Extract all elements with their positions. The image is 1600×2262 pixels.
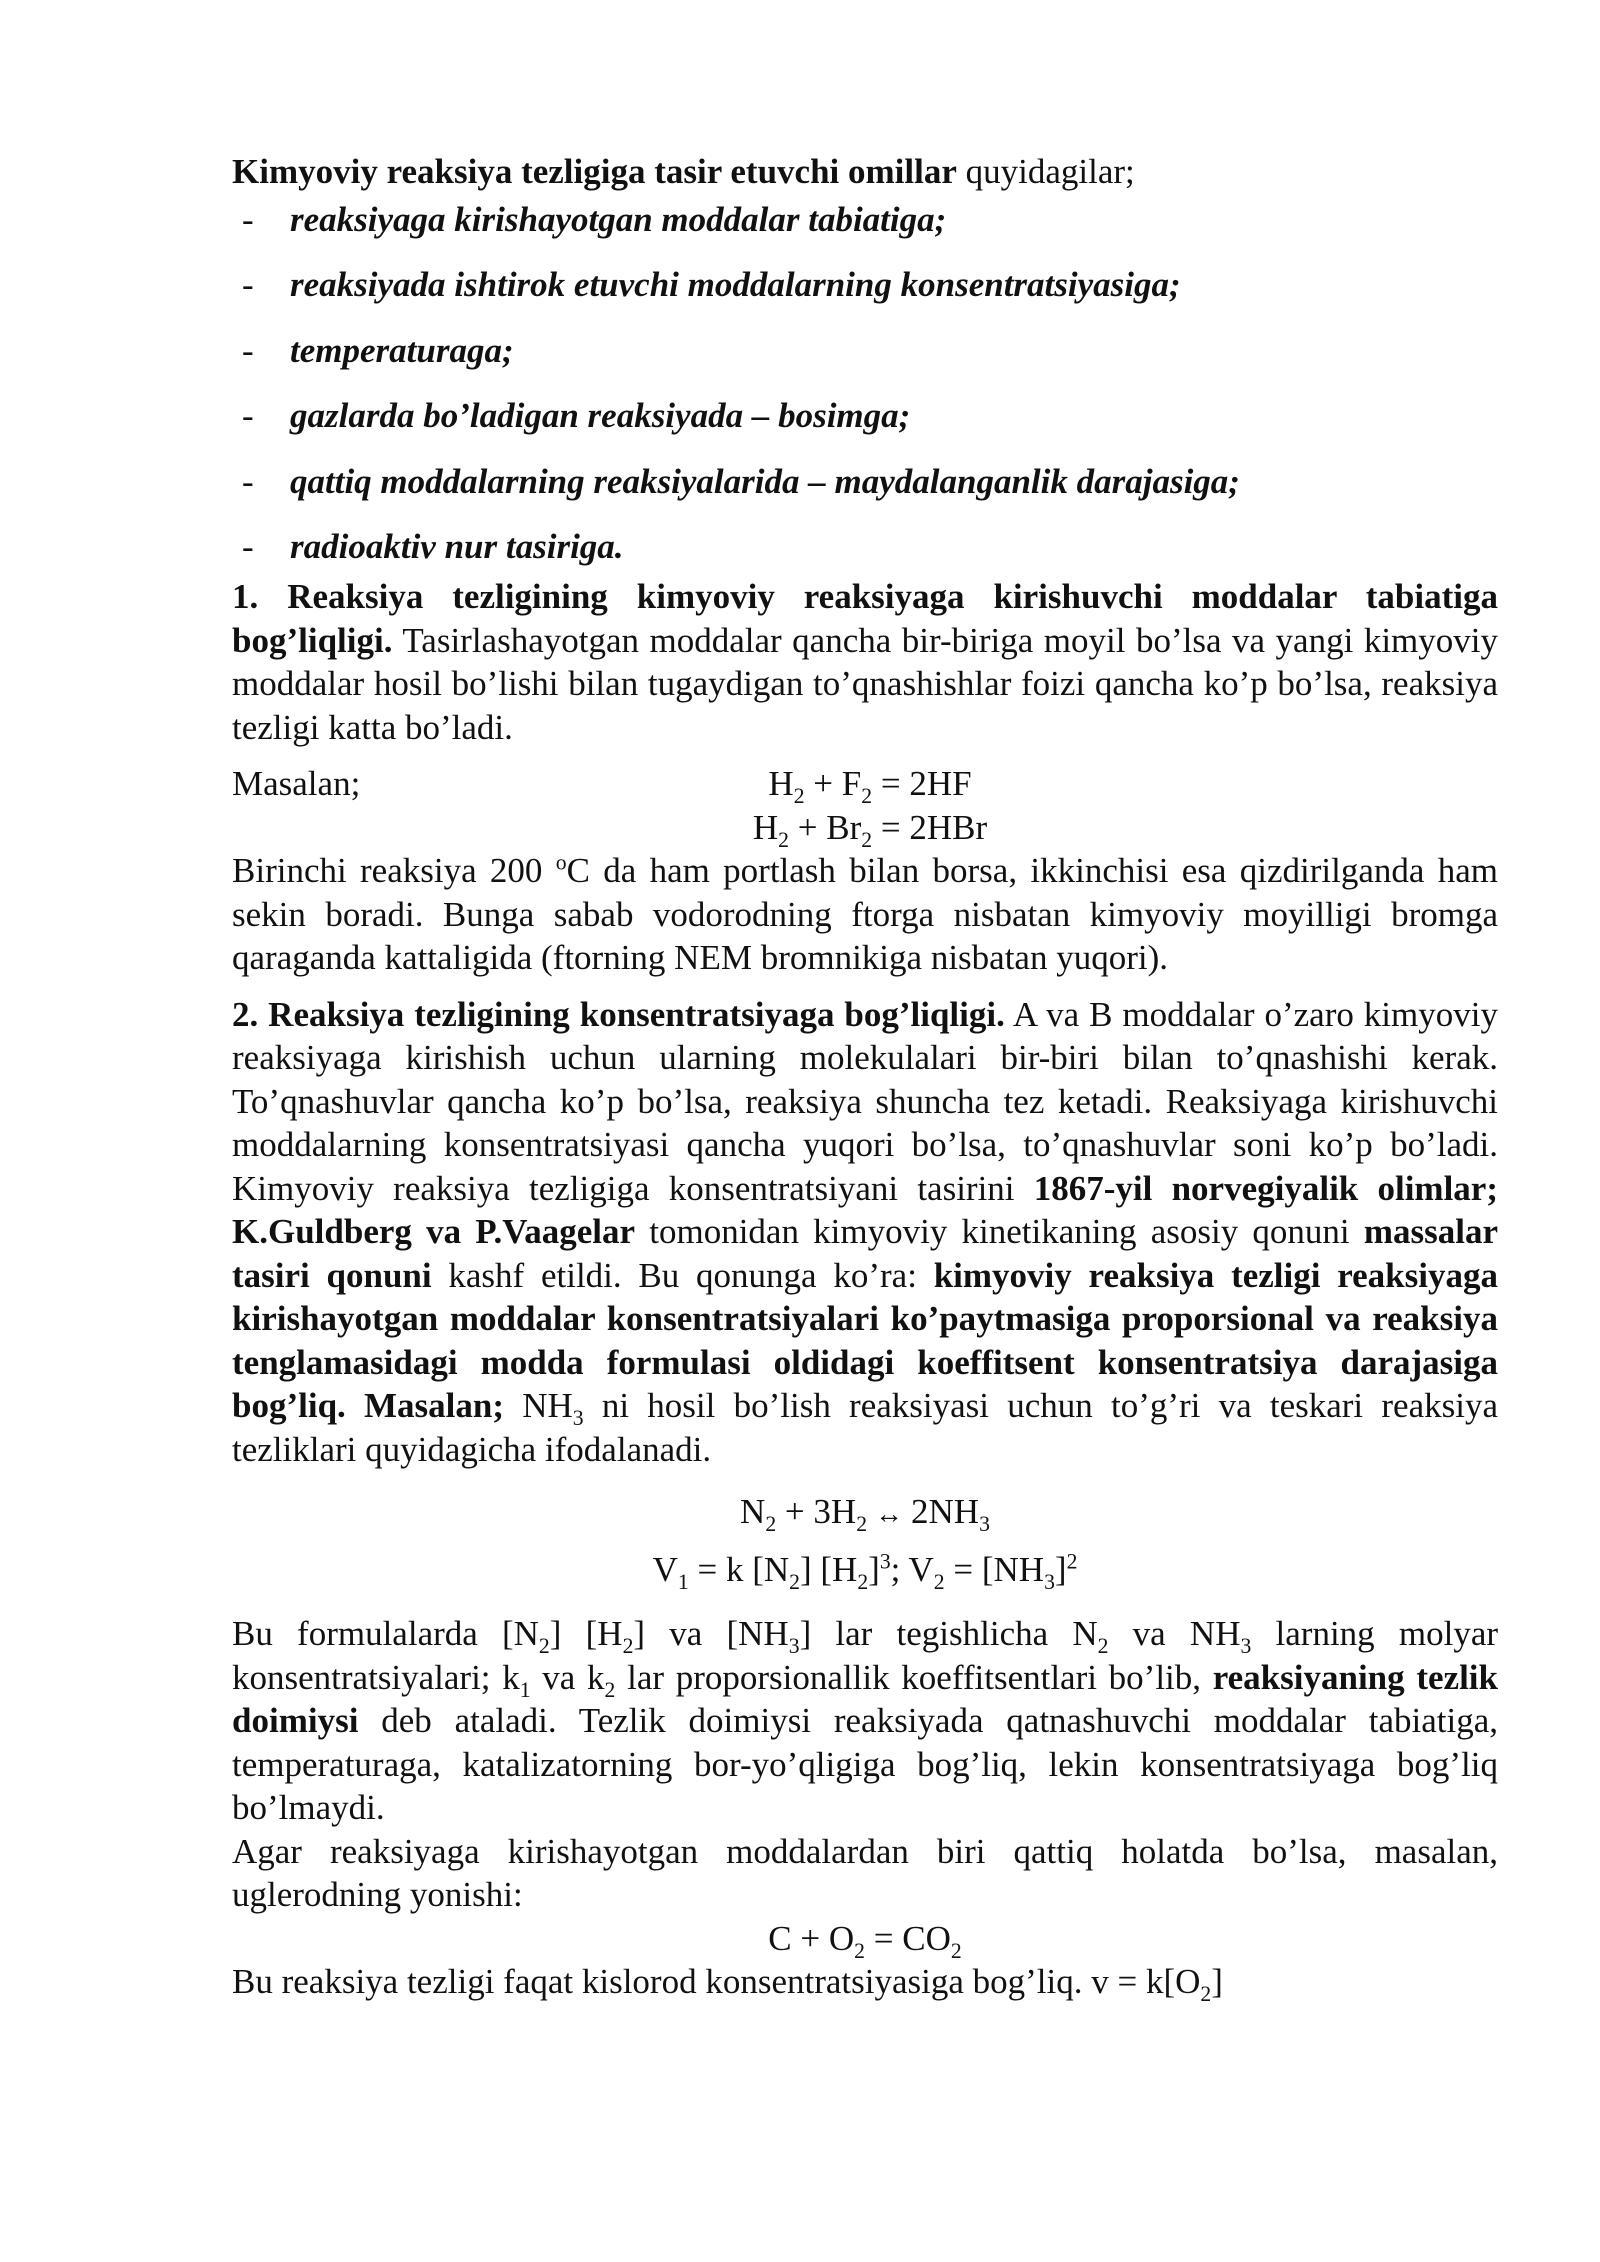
eq-part: 2NH: [911, 1492, 980, 1531]
list-item: [232, 460, 1498, 526]
para5: [232, 1960, 1498, 2004]
eq-sub: 2: [856, 1512, 868, 1536]
eq-part: = 2HF: [872, 764, 972, 803]
eq-part: = CO: [865, 1918, 951, 1958]
text-run: kashf etildi. Bu qonunga ko’ra:: [431, 1255, 934, 1295]
eq-sup: 2: [1066, 1549, 1078, 1574]
subscript: 2: [604, 1677, 616, 1702]
eq-sub: 2: [778, 827, 789, 852]
factor-text: reaksiyada ishtirok etuvchi moddalarning konsentratsiyasiga;: [290, 265, 1181, 304]
eq-sub: 3: [1044, 1570, 1055, 1594]
eq-part: ]: [1054, 1550, 1067, 1589]
eq-part: = k [N: [688, 1550, 790, 1589]
text-run: ] [H: [549, 1614, 623, 1653]
subscript: 2: [538, 1634, 550, 1658]
text-run: va k: [530, 1657, 605, 1697]
eq-part: + F: [804, 764, 862, 803]
equation-nh3: [232, 1483, 1498, 1541]
subscript: 1: [519, 1677, 531, 1702]
bullet-dash: -: [242, 396, 254, 435]
text-run: larning molyar konsentratsiyalari; k: [232, 1614, 1499, 1697]
bold-run: kimyoviy reaksiya tezligi reaksiyaga kirishayotgan moddalar konsentratsiyalari ko’paytmasiga proporsional va reaksiya tenglamasidagi modda formulasi oldidagi koeffitsent konsentratsiya darajasiga bog’liq. Masalan;: [232, 1255, 1498, 1425]
example-row-1: [232, 762, 1498, 806]
list-item: [232, 198, 1498, 264]
eq-part: N: [740, 1492, 766, 1531]
eq-sub: 3: [979, 1512, 990, 1536]
bullet-dash: -: [242, 199, 254, 239]
eq-sub: 2: [950, 1938, 962, 1963]
section1-text: Tasirlashayotgan moddalar qancha bir-biriga moyil bo’lsa va yangi kimyoviy moddalar hosil bo’lishi bilan tugaydigan to’qnashishlar foizi qancha ko’p bo’lsa, reaksiya tezligi katta bo’ladi.: [232, 620, 1498, 747]
factor-text: gazlarda bo’ladigan reaksiyada – bosimga;: [290, 396, 911, 435]
eq-part: ]: [868, 1550, 880, 1589]
text-run: Bu formulalarda [N: [232, 1614, 539, 1653]
subscript: 3: [572, 1406, 584, 1430]
section1-after: [232, 849, 1498, 980]
equation-rate: [232, 1541, 1498, 1599]
text-run: lar proporsionallik koeffitsentlari bo’lib,: [615, 1657, 1213, 1697]
text-run: tomonidan kimyoviy kinetikaning asosiy qonuni: [635, 1212, 1364, 1251]
factor-text: reaksiyaga kirishayotgan moddalar tabiatiga;: [290, 199, 947, 239]
text-run: Bu reaksiya tezligi faqat kislorod konsentratsiyasiga bog’liq. v = k[O: [232, 1962, 1201, 2001]
factors-list: [232, 198, 1498, 576]
text-run: ] lar tegishlicha N: [799, 1614, 1098, 1653]
eq-sub: 2: [765, 1512, 777, 1536]
eq-part: H: [768, 764, 794, 803]
bold-run: 1867-yil norvegiyalik olimlar; K.Guldberg va P.Vaagelar: [232, 1168, 1498, 1251]
example-label: Masalan;: [232, 764, 361, 803]
section2-heading: 2. Reaksiya tezligining konsentratsiyaga bog’liqligi.: [232, 994, 1005, 1034]
document-body: [232, 150, 1498, 2004]
eq-part: V: [652, 1550, 678, 1589]
eq-part: + Br: [789, 807, 862, 847]
factor-text: qattiq moddalarning reaksiyalarida – maydalanganlik darajasiga;: [290, 461, 1240, 501]
text-run: ]: [1211, 1962, 1223, 2001]
text-run: ni hosil bo’lish reaksiyasi uchun to’g’ri va teskari reaksiya tezliklari quyidagicha ifodalanadi.: [232, 1386, 1498, 1469]
eq-sub: 2: [861, 827, 873, 852]
text-run: NH: [504, 1386, 573, 1425]
eq-sub: 1: [677, 1570, 689, 1594]
text-run: C da ham portlash bilan borsa, ikkinchisi esa qizdirilganda ham sekin boradi. Bunga sabab vodorodning ftorga nisbatan kimyoviy moyilligi bromga qaraganda kattaligida (ftorning NEM bromnikiga nisbatan yuqori).: [232, 851, 1498, 977]
eq-sub: 2: [933, 1570, 945, 1594]
equation-co2: [232, 1917, 1498, 1961]
intro-rest: quyidagilar;: [956, 152, 1135, 191]
para4: Agar reaksiyaga kirishayotgan moddalardan biri qattiq holatda bo’lsa, masalan, uglerodning yonishi:: [232, 1831, 1498, 1914]
list-item: [232, 394, 1498, 460]
eq-sub: 2: [854, 1938, 865, 1963]
eq-sub: 2: [793, 784, 805, 808]
degree-mark: o: [555, 850, 567, 875]
bullet-dash: -: [242, 461, 254, 501]
factor-text: radioaktiv nur tasiriga.: [290, 527, 624, 566]
bold-run: reaksiyaning tezlik doimiysi: [232, 1657, 1498, 1740]
text-run: A va B moddalar o’zaro kimyoviy reaksiyaga kirishish uchun ularning molekulalari bir-biri bilan to’qnashishi kerak. To’qnashuvlar qancha ko’p bo’lsa, reaksiya shuncha tez ketadi. Reaksiyaga kirishuvchi moddalarning konsentratsiyasi qancha yuqori bo’lsa, to’qnashuvlar soni ko’p bo’ladi. Kimyoviy reaksiya tezligiga konsentratsiyani tasirini: [232, 994, 1498, 1208]
eq-part: ; V: [890, 1550, 934, 1589]
subscript: 2: [1200, 1982, 1212, 2006]
list-item: [232, 263, 1498, 329]
subscript: 3: [1240, 1634, 1252, 1658]
eq-part: + 3H: [776, 1492, 857, 1531]
bullet-dash: -: [242, 527, 254, 566]
eq-part: = 2HBr: [872, 807, 988, 847]
bullet-dash: -: [242, 265, 254, 304]
section1-heading: 1. Reaksiya tezligining kimyoviy reaksiyaga kirishuvchi moddalar tabiatiga bog’liqligi.: [232, 577, 1498, 660]
section2-paragraph: [232, 993, 1498, 1472]
text-run: ] va [NH: [633, 1614, 789, 1653]
subscript: 2: [1097, 1634, 1109, 1658]
equations-block: [232, 1483, 1498, 1599]
equation-hbr: [232, 806, 1498, 850]
subscript: 3: [788, 1634, 800, 1658]
para3: [232, 1612, 1498, 1830]
equilibrium-arrow-icon: ↔: [875, 1499, 904, 1530]
bullet-dash: -: [242, 330, 254, 370]
text-run: deb ataladi. Tezlik doimiysi reaksiyada qatnashuvchi moddalar tabiatiga, temperaturaga, katalizatorning bor-yo’qligiga bog’liq, lekin konsentratsiyaga bog’liq bo’lmaydi.: [232, 1701, 1498, 1827]
example-row-2: [232, 806, 1498, 850]
text-run: Birinchi reaksiya 200: [232, 851, 556, 890]
subscript: 2: [622, 1634, 634, 1658]
bold-run: massalar tasiri qonuni: [232, 1212, 1498, 1295]
equation-hf: [232, 762, 1498, 806]
intro-line: [232, 150, 1498, 194]
eq-part: ] [H: [799, 1550, 858, 1589]
eq-sub: 2: [861, 784, 873, 808]
section1-paragraph: [232, 575, 1498, 749]
eq-sub: 2: [789, 1570, 800, 1594]
eq-sub: 2: [857, 1570, 869, 1594]
list-item: [232, 329, 1498, 395]
text-run: va NH: [1108, 1614, 1241, 1653]
eq-sup: 3: [879, 1549, 891, 1574]
eq-part: C + O: [768, 1918, 855, 1958]
eq-part: = [NH: [944, 1550, 1045, 1589]
factor-text: temperaturaga;: [290, 330, 514, 370]
eq-part: H: [752, 807, 779, 847]
intro-bold: Kimyoviy reaksiya tezligiga tasir etuvchi omillar: [232, 152, 957, 191]
list-item: [232, 525, 1498, 575]
